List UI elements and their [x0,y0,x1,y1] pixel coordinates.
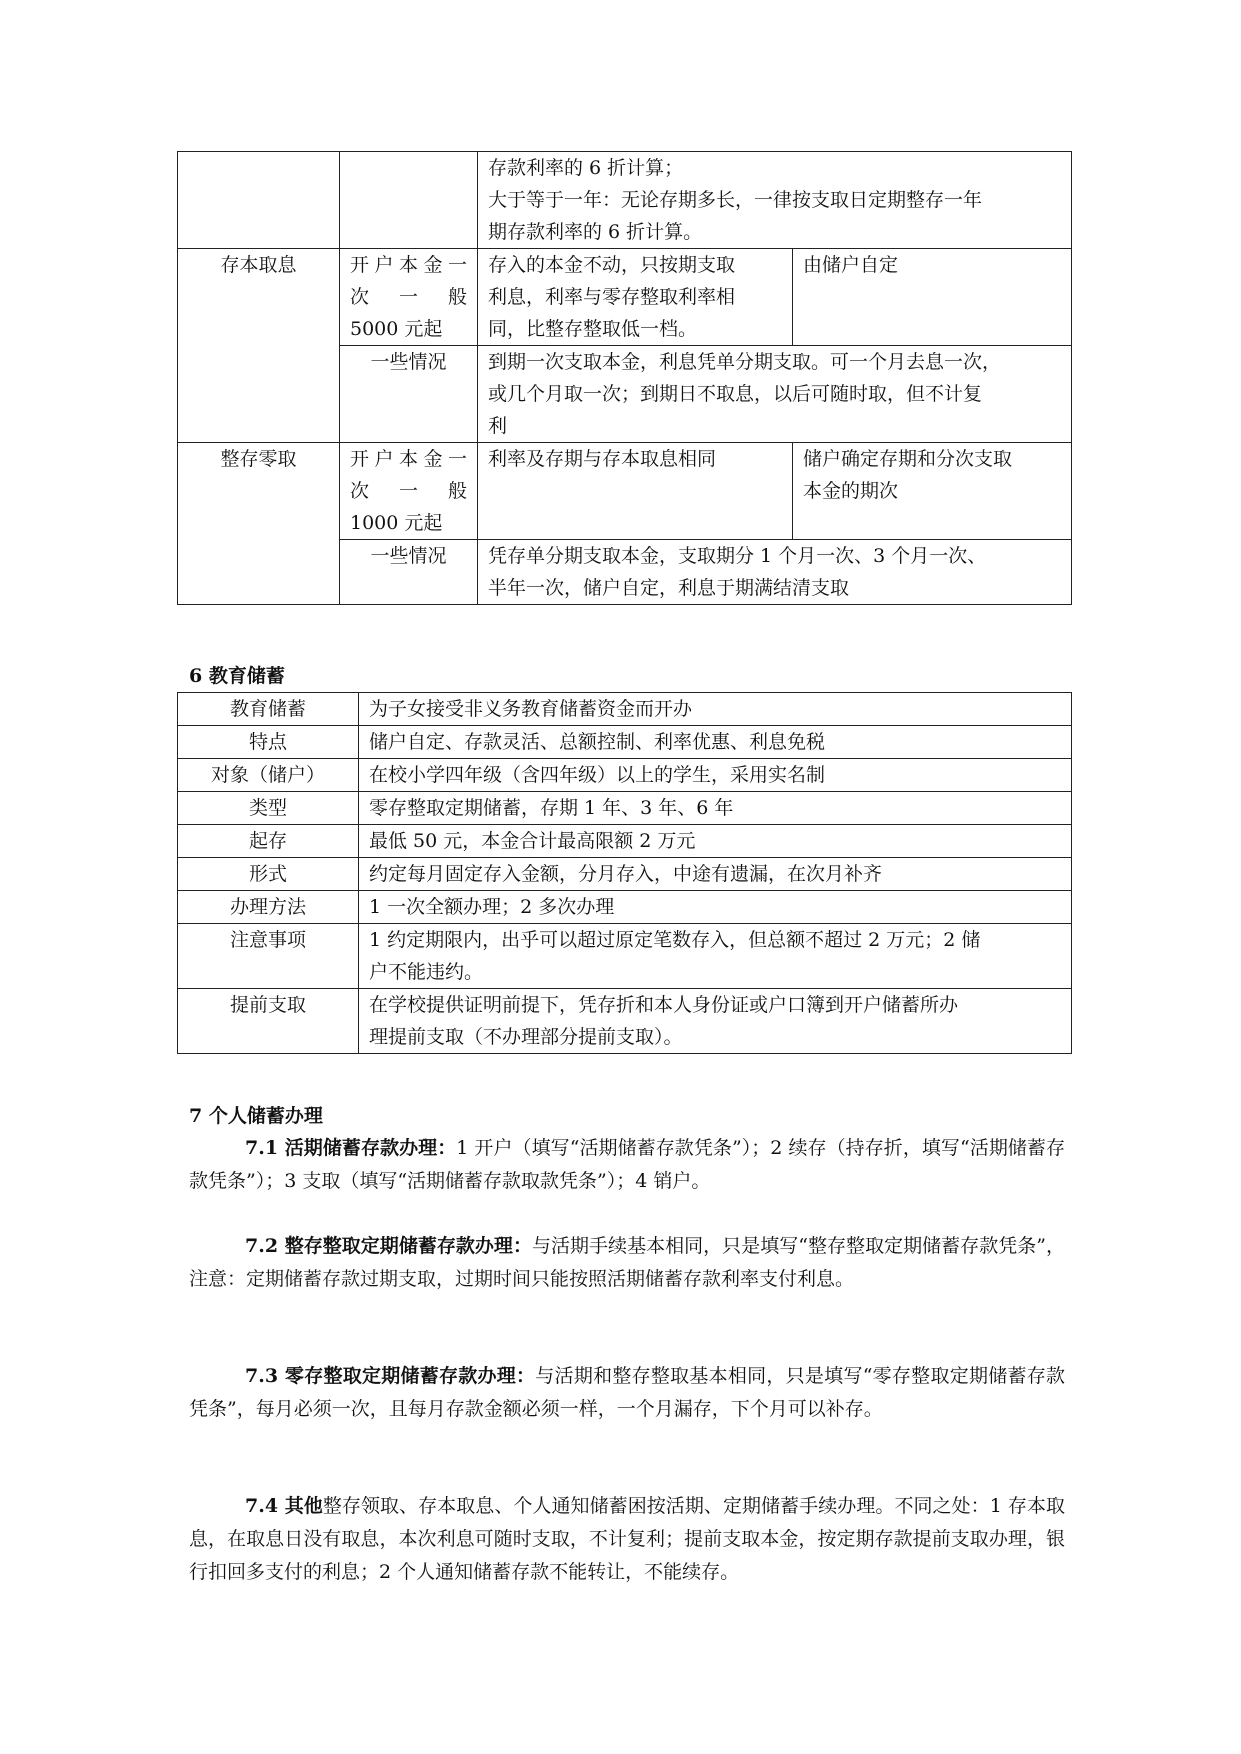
cell-line: 同，比整存整取低一档。 [488,318,698,340]
cell-line: 最低 50 元，本金合计最高限额 2 万元 [369,830,696,852]
cell-line: 到期一次支取本金，利息凭单分期支取。可一个月去息一次， [488,351,1002,373]
table-row [178,792,1072,825]
cell-line: 开户本金一 [350,448,467,470]
row-key: 提前支取 [178,989,359,1054]
row-key: 特点 [178,726,359,759]
row-key: 起存 [178,825,359,858]
cell-line: 零存整取定期储蓄，存期 1 年、3 年、6 年 [369,797,734,819]
row-value [359,759,1072,792]
table-cell [793,443,1072,540]
row-value [359,924,1072,989]
row-value [359,891,1072,924]
table-cell [478,152,1072,249]
paragraph [189,1360,1065,1426]
cell-line: 开户本金一 [350,254,467,276]
table-row [178,989,1072,1054]
row-key: 办理方法 [178,891,359,924]
cell-line: 1 一次全额办理；2 多次办理 [369,896,615,918]
paragraph-text: 1 开户（填写“活期储蓄存款凭条”）；2 续存（持存折，填写“活期储蓄存款凭条”）；3 支取（填写“活期储蓄存款取款凭条”）；4 销户。 [189,1137,1065,1192]
row-key: 对象（储户） [178,759,359,792]
row-header-zclq: 整存零取 [178,443,340,605]
table-row [178,759,1072,792]
table-row [178,249,1072,346]
row-value [359,693,1072,726]
cell-line: 期存款利率的 6 折计算。 [488,221,703,243]
paragraph-text: 与活期和整存整取基本相同，只是填写“零存整取定期储蓄存款凭条”，每月必须一次，且每月存款金额必须一样，一个月漏存，下个月可以补存。 [189,1365,1065,1420]
row-key: 注意事项 [178,924,359,989]
row-value [359,825,1072,858]
table-cell [340,443,478,540]
table-row [178,443,1072,540]
cell-line: 户不能违约。 [369,961,484,983]
cell-line: 次 一 般 [350,286,467,308]
row-value [359,726,1072,759]
table-cell: 一些情况 [340,540,478,605]
paragraph-label: 7.2 整存整取定期储蓄存款办理： [245,1235,532,1257]
cell-line: 或几个月取一次；到期日不取息，以后可随时取，但不计复 [488,383,983,405]
row-value [359,858,1072,891]
paragraph-label: 7.1 活期储蓄存款办理： [245,1137,457,1159]
row-key: 形式 [178,858,359,891]
paragraph-text: 整存领取、存本取息、个人通知储蓄困按活期、定期储蓄手续办理。不同之处：1 存本取息，在取息日没有取息，本次利息可随时支取，不计复利；提前支取本金，按定期存款提前支取办理，银行扣回多支付的利息；2 个人通知储蓄存款不能转让，不能续存。 [189,1495,1066,1583]
savings-types-table [177,151,1072,605]
cell-line: 在校小学四年级（含四年级）以上的学生，采用实名制 [369,764,826,786]
table-row [178,693,1072,726]
row-header-cbqx: 存本取息 [178,249,340,443]
table-cell: 利率及存期与存本取息相同 [478,443,793,540]
table-row [178,152,1072,249]
paragraph [189,1230,1065,1296]
cell-line: 半年一次，储户自定，利息于期满结清支取 [488,577,850,599]
cell-line: 储户确定存期和分次支取 [803,448,1013,470]
table-row [178,891,1072,924]
cell-line: 存入的本金不动，只按期支取 [488,254,736,276]
row-key: 类型 [178,792,359,825]
cell-line: 5000 元起 [350,318,443,340]
row-value [359,989,1072,1054]
education-savings-table [177,692,1072,1054]
cell-line: 大于等于一年：无论存期多长，一律按支取日定期整存一年 [488,189,983,211]
table-cell [340,249,478,346]
table-cell: 一些情况 [340,346,478,443]
table-cell [178,152,340,249]
paragraph-label: 7.3 零存整取定期储蓄存款办理： [245,1365,536,1387]
cell-line: 凭存单分期支取本金，支取期分 1 个月一次、3 个月一次、 [488,545,987,567]
table-row [178,858,1072,891]
table-row [178,825,1072,858]
table-row [178,924,1072,989]
cell-line: 次 一 般 [350,480,467,502]
cell-line: 在学校提供证明前提下，凭存折和本人身份证或户口簿到开户储蓄所办 [369,994,959,1016]
paragraph [189,1132,1065,1198]
row-value [359,792,1072,825]
table-cell [478,346,1072,443]
section-heading: 7 个人储蓄办理 [189,1105,323,1127]
section-heading: 6 教育储蓄 [189,665,285,687]
cell-line: 为子女接受非义务教育储蓄资金而开办 [369,698,693,720]
cell-line: 储户自定、存款灵活、总额控制、利率优惠、利息免税 [369,731,826,753]
cell-line: 1 约定期限内，出乎可以超过原定笔数存入，但总额不超过 2 万元；2 储 [369,929,981,951]
cell-line: 理提前支取（不办理部分提前支取）。 [369,1026,683,1048]
cell-line: 存款利率的 6 折计算； [488,157,684,179]
cell-line: 利息，利率与零存整取利率相 [488,286,736,308]
table-cell [478,540,1072,605]
cell-line: 约定每月固定存入金额，分月存入，中途有遗漏，在次月补齐 [369,863,883,885]
table-row [178,726,1072,759]
cell-line: 本金的期次 [803,480,899,502]
table-cell [340,152,478,249]
table-cell: 由储户自定 [793,249,1072,346]
row-key: 教育储蓄 [178,693,359,726]
cell-line: 利 [488,415,508,437]
paragraph [189,1490,1065,1589]
paragraph-text: 与活期手续基本相同，只是填写“整存整取定期储蓄存款凭条”，注意：定期储蓄存款过期支取，过期时间只能按照活期储蓄存款利率支付利息。 [189,1235,1065,1290]
table-cell [478,249,793,346]
cell-line: 1000 元起 [350,512,443,534]
paragraph-label: 7.4 其他 [245,1495,323,1517]
